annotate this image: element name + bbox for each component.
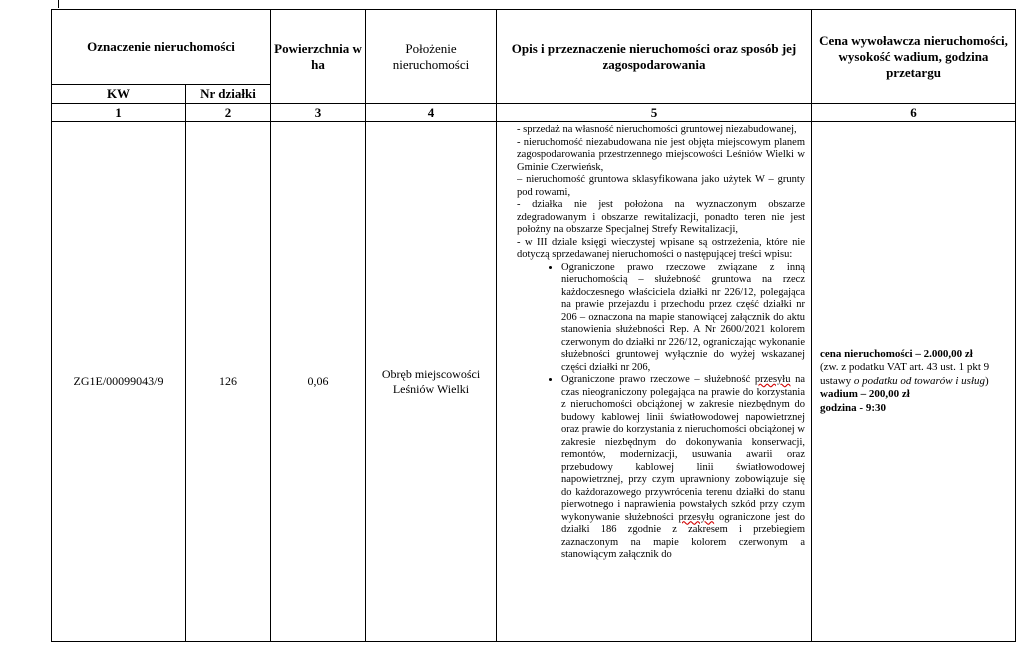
property-auction-table — [51, 9, 1016, 642]
header-cena: Cena wywoławcza nieruchomości, wysokość wadium, godzina przetargu — [812, 10, 1016, 104]
cell-powierzchnia: 0,06 — [271, 122, 366, 642]
opis-content — [517, 124, 805, 641]
header-opis: Opis i przeznaczenie nieruchomości oraz sposób jej zagospodarowania — [497, 10, 812, 104]
godzina-line: godzina - 9:30 — [820, 401, 886, 414]
column-number-3: 3 — [271, 104, 366, 122]
bullet-text: na czas nieograniczony polegająca na prawie do korzystania z nieruchomości obciążonej w zakresie niezbędnym do budowy kablowej linii światłowodowej napowietrznej oraz prawie do korzystania z nieruchomości obciążonej w zakresie niezbędnym do dokonywania konserwacji, remontów, modernizacji, usuwania awarii oraz przebudowy kablowej linii światłowodowej napowietrznej, przy czym uprawniony zobowiązuje się do każdorazowego przywrócenia terenu działki do stanu pierwotnego i naprawienia powstałych szkód przy czym wykonywanie służebności — [561, 374, 805, 523]
column-number-4: 4 — [366, 104, 497, 122]
cell-opis — [497, 122, 812, 642]
column-number-2: 2 — [186, 104, 271, 122]
bullet-text: Ograniczone prawo rzeczowe – służebność — [561, 374, 755, 385]
header-oznaczenie: Oznaczenie nieruchomości — [52, 10, 271, 85]
column-number-5: 5 — [497, 104, 812, 122]
cell-kw: ZG1E/00099043/9 — [52, 122, 186, 642]
vat-end: ) — [985, 374, 989, 387]
bullet-text: ograniczone jest do działki 186 zgodnie z zakresem i przebiegiem zaznaczonym na mapie kolorem czerwonym a stanowiącym załącznik do — [561, 511, 805, 560]
cell-polozenie: Obręb miejscowości Leśniów Wielki — [366, 122, 497, 642]
wadium-line: wadium – 200,00 zł — [820, 388, 910, 401]
header-kw: KW — [52, 85, 186, 104]
header-polozenie: Położenie nieruchomości — [366, 10, 497, 104]
header-powierzchnia: Powierzchnia w ha — [271, 10, 366, 104]
table-row — [52, 122, 1016, 642]
vat-italic: o podatku od towarów i usług — [853, 374, 986, 387]
cell-nr-dzialki: 126 — [186, 122, 271, 642]
list-item: • Ograniczone prawo rzeczowe związane z inną nieruchomością – służebność gruntowa na rzecz każdoczesnego właściciela działki nr 226/12, polegająca na prawie przejazdu i przechodu przez część działki nr 206 – oznaczona na mapie stanowiącej załącznik do aktu stanowienia służebności Rep. A Nr 2600/2021 kolorem czerwonym do działki nr 226/12, ograniczając wykonanie służebności gruntowej wyłącznie do wyżej wskazanej części działki nr 206, — [561, 262, 805, 375]
opis-paragraph: - nieruchomość niezabudowana nie jest objęta miejscowym planem zagospodarowania przestrzennego miejscowości Leśniów Wielki w Gminie Czerwieńsk, — [517, 136, 805, 173]
opis-paragraph: - działka nie jest położona na wyznaczonym obszarze zdegradowanym i obszarze rewitalizacji, ponadto teren nie jest położny na obszarze Specjalnej Strefy Rewitalizacji, — [517, 199, 805, 235]
text-cursor-line — [58, 0, 59, 8]
list-item — [561, 374, 805, 562]
vat-text: (zw. z podatku VAT art. 43 ust. 1 pkt 9 ustawy — [820, 361, 990, 387]
opis-paragraph: – nieruchomość gruntowa sklasyfikowana jako użytek W – grunty pod rowami, — [517, 174, 805, 198]
column-number-1: 1 — [52, 104, 186, 122]
spellcheck-word: przesyłu — [678, 511, 715, 523]
column-number-6: 6 — [812, 104, 1016, 122]
cell-cena — [812, 122, 1016, 642]
opis-paragraph: - w III dziale księgi wieczystej wpisane są ostrzeżenia, które nie dotyczą sprzedawanej nieruchomości o następującej treści wpisu: — [517, 236, 805, 260]
price-line: cena nieruchomości – 2.000,00 zł — [820, 347, 973, 360]
opis-paragraph: - sprzedaż na własność nieruchomości gruntowej niezabudowanej, — [517, 124, 797, 135]
vat-note — [820, 361, 1011, 388]
header-nr-dzialki: Nr działki — [186, 85, 271, 104]
spellcheck-word: przesyłu — [754, 374, 791, 385]
opis-bullet-list — [517, 262, 805, 562]
